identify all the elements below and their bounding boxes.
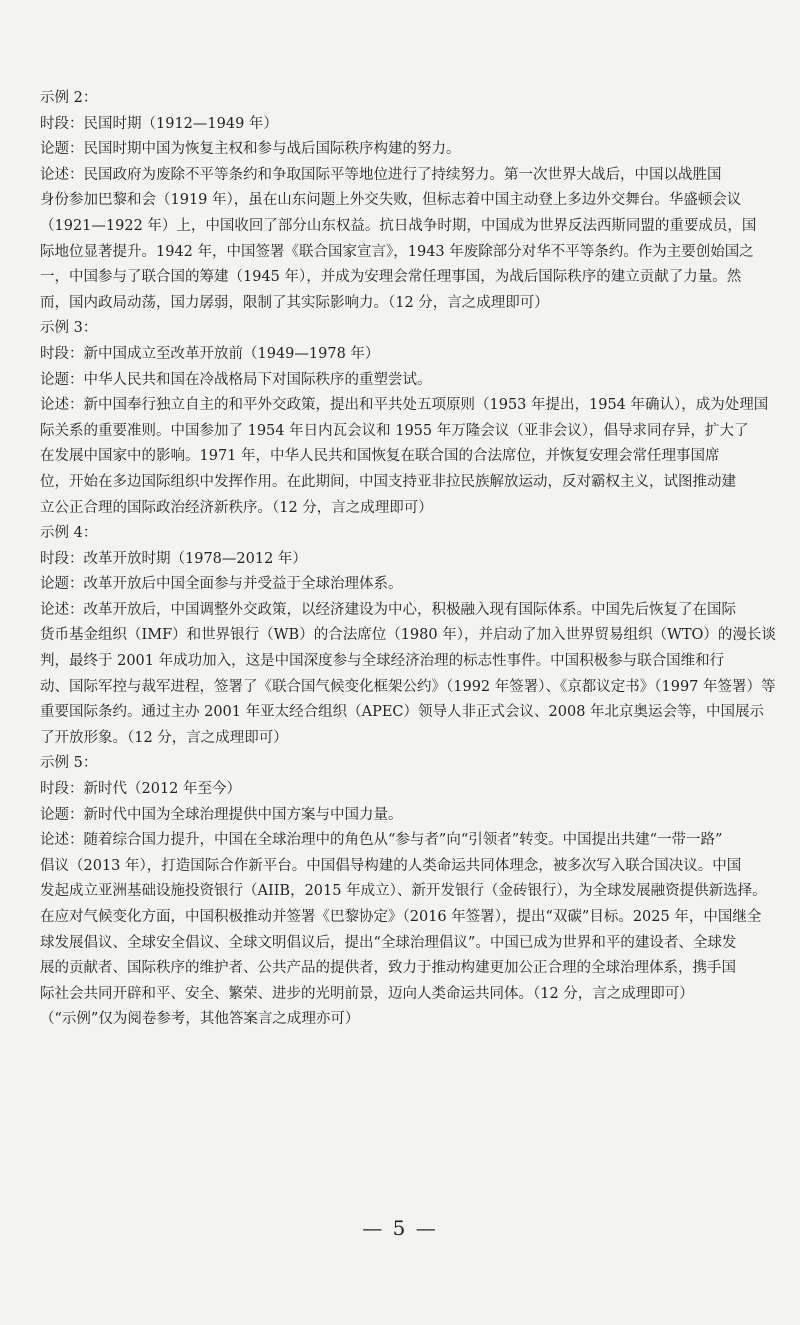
text-line: 时段：民国时期（1912—1949 年） [40,115,278,132]
example-heading: 示例 3： [40,320,98,337]
text-line: 而，国内政局动荡，国力孱弱，限制了其实际影响力。（12 分，言之成理即可） [40,294,549,311]
text-line: 际地位显著提升。1942 年，中国签署《联合国家宣言》，1943 年废除部分对华不平等条约。作为主要创始国之 [40,243,754,260]
text-line: 论题：改革开放后中国全面参与并受益于全球治理体系。 [40,576,403,593]
footnote: （“示例”仅为阅卷参考，其他答案言之成理亦可） [40,1011,360,1028]
page-number: — 5 — [362,1216,438,1240]
example-heading: 示例 5： [40,755,98,772]
text-line: 论题：新时代中国为全球治理提供中国方案与中国力量。 [40,806,403,823]
text-line: 在应对气候变化方面，中国积极推动并签署《巴黎协定》（2016 年签署），提出“双碳”目标。2025 年，中国继全 [40,909,762,925]
example-block [40,521,782,751]
text-line: 时段：新时代（2012 年至今） [40,781,242,798]
text-line: 论题：民国时期中国为恢复主权和参与战后国际秩序构建的努力。 [40,141,461,158]
text-line: 论述：改革开放后，中国调整外交政策，以经济建设为中心，积极融入现有国际体系。中国先后恢复了在国际 [40,601,736,618]
text-line: 重要国际条约。通过主办 2001 年亚太经合组织（APEC）领导人非正式会议、2008 年北京奥运会等，中国展示 [40,704,765,721]
text-line: 际社会共同开辟和平、安全、繁荣、进步的光明前景，迈向人类命运共同体。（12 分，言之成理即可） [40,985,694,1002]
text-line: 球发展倡议、全球安全倡议、全球文明倡议后，提出“全球治理倡议”。中国已成为世界和平的建设者、全球发 [40,934,737,951]
text-line: 身份参加巴黎和会（1919 年），虽在山东问题上外交失败，但标志着中国主动登上多边外交舞台。华盛顿会议 [40,192,742,209]
text-line: 在发展中国家中的影响。1971 年，中华人民共和国恢复在联合国的合法席位，并恢复安理会常任理事国席 [40,448,720,465]
text-line: 论述：新中国奉行独立自主的和平外交政策，提出和平共处五项原则（1953 年提出，1954 年确认），成为处理国 [40,397,769,414]
example-heading: 示例 4： [40,525,98,542]
text-line: 时段：改革开放时期（1978—2012 年） [40,550,307,567]
text-line: 了开放形象。（12 分，言之成理即可） [40,729,288,746]
answer-content [40,86,782,1033]
text-line: 时段：新中国成立至改革开放前（1949—1978 年） [40,345,380,362]
example-block [40,86,782,316]
text-line: 论题：中华人民共和国在冷战格局下对国际秩序的重塑尝试。 [40,371,432,388]
text-line: 论述：随着综合国力提升，中国在全球治理中的角色从“参与者”向“引领者”转变。中国提出共建“一带一路” [40,832,723,849]
text-line: 发起成立亚洲基础设施投资银行（AIIB，2015 年成立）、新开发银行（金砖银行），为全球发展融资提供新选择。 [40,883,767,900]
text-line: 论述：民国政府为废除不平等条约和争取国际平等地位进行了持续努力。第一次世界大战后，中国以战胜国 [40,166,722,183]
example-block [40,751,782,1007]
text-line: 立公正合理的国际政治经济新秩序。（12 分，言之成理即可） [40,499,433,516]
text-line: 动、国际军控与裁军进程，签署了《联合国气候变化框架公约》（1992 年签署）、《京都议定书》（1997 年签署）等 [40,678,776,695]
example-block [40,316,782,521]
text-line: 展的贡献者、国际秩序的维护者、公共产品的提供者，致力于推动构建更加公正合理的全球治理体系，携手国 [40,960,736,977]
text-line: 位，开始在多边国际组织中发挥作用。在此期间，中国支持亚非拉民族解放运动，反对霸权主义，试图推动建 [40,473,736,490]
text-line: 判，最终于 2001 年成功加入，这是中国深度参与全球经济治理的标志性事件。中国积极参与联合国维和行 [40,653,725,670]
text-line: 倡议（2013 年），打造国际合作新平台。中国倡导构建的人类命运共同体理念，被多次写入联合国决议。中国 [40,857,742,874]
text-line: 际关系的重要准则。中国参加了 1954 年日内瓦会议和 1955 年万隆会议（亚非会议），倡导求同存异，扩大了 [40,422,749,439]
text-line: （1921—1922 年）上，中国收回了部分山东权益。抗日战争时期，中国成为世界反法西斯同盟的重要成员，国 [40,217,757,234]
text-line: 货币基金组织（IMF）和世界银行（WB）的合法席位（1980 年），并启动了加入世界贸易组织（WTO）的漫长谈 [40,627,776,644]
example-heading: 示例 2： [40,90,98,106]
text-line: 一，中国参与了联合国的筹建（1945 年），并成为安理会常任理事国，为战后国际秩序的建立贡献了力量。然 [40,269,742,286]
